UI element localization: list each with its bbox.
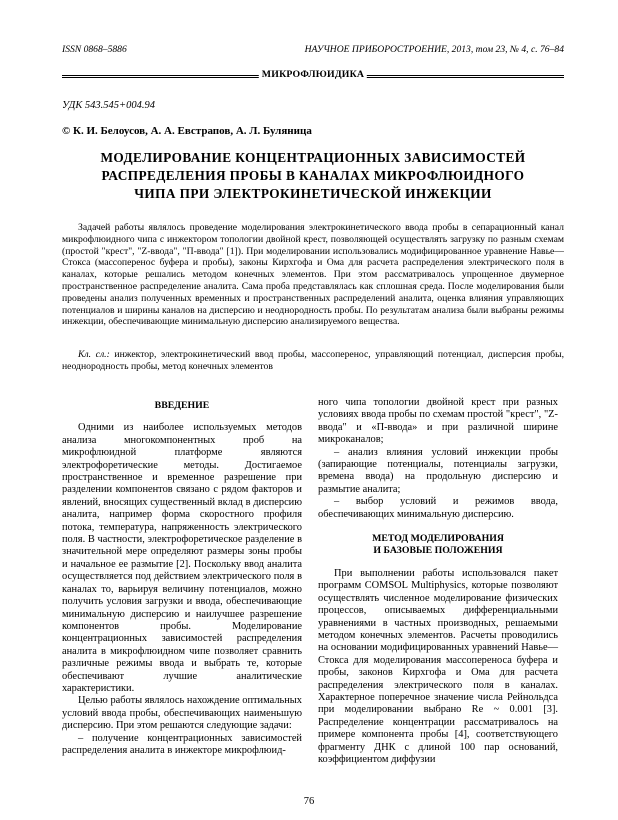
paragraph: – анализ влияния условий инжекции пробы (запирающие потенциалы, потенциалы загрузки, времена ввода) на продольную дисперсию и размытие аналита;	[318, 446, 558, 495]
keywords	[62, 349, 564, 373]
section-heading-method-line2: И БАЗОВЫЕ ПОЛОЖЕНИЯ	[373, 545, 503, 557]
udk-code: УДК 543.545+004.94	[62, 100, 156, 111]
paragraph: Целью работы являлось нахождение оптимальных условий ввода пробы, обеспечивающих наименьшую дисперсию. При этом решаются следующие задачи:	[62, 695, 302, 732]
section-bar	[62, 70, 564, 82]
journal-issn: ISSN 0868–5886	[62, 44, 127, 55]
title-line: МОДЕЛИРОВАНИЕ КОНЦЕНТРАЦИОННЫХ ЗАВИСИМОСТЕЙ	[100, 150, 526, 165]
title-line: ЧИПА ПРИ ЭЛЕКТРОКИНЕТИЧЕСКОЙ ИНЖЕКЦИИ	[134, 186, 492, 201]
keywords-text: инжектор, электрокинетический ввод пробы, массоперенос, управляющий потенциал, дисперсия пробы, неоднородность пробы, метод конечных элементов	[62, 349, 564, 372]
section-heading-introduction: ВВЕДЕНИЕ	[154, 400, 210, 411]
paragraph: ного чипа топологии двойной крест при разных условиях ввода пробы по схемам простой "крест", "Z-ввода" и «П-ввода» и при различной ширине микроканалов;	[318, 397, 558, 446]
left-column	[62, 400, 302, 757]
paragraph: Одними из наиболее используемых методов анализа многокомпонентных проб на микрофлюидной платформе являются электрофоретические методы. Достигаемое пространственное и временное разрешение при разделении компонентов связано с рядом факторов и явлений, вносящих существенный вклад в дисперсию аналита, например форма скоростного профиля потока, температура, напряженность электрического поля. В частности, электрофоретическое разделение в значительной мере определяют размеры зоны пробы и начальное ее размытие [2]. Поскольку ввод аналита осуществляется под действием электрического поля в каналах то, варьируя величину потенциалов, можно получить условия загрузки и ввода, обеспечивающие минимальную дисперсию и наилучшее разрешение компонентов пробы. Моделирование концентрационных зависимостей распределения аналита в микрофлюидном чипе позволяет сравнить различные режимы ввода и выбрать те, которые обеспечивают лучшие аналитические характеристики.	[62, 422, 302, 694]
paragraph: – выбор условий и режимов ввода, обеспечивающих минимальную дисперсию.	[318, 496, 558, 520]
article-title	[62, 149, 564, 203]
paragraph: – получение концентрационных зависимостей распределения аналита в инжекторе микрофлюид-	[62, 732, 302, 756]
journal-citation: НАУЧНОЕ ПРИБОРОСТРОЕНИЕ, 2013, том 23, № 4, с. 76–84	[304, 44, 564, 55]
section-heading-method: МЕТОД МОДЕЛИРОВАНИЯ	[372, 533, 504, 545]
paragraph: При выполнении работы использовался пакет программ COMSOL Multiphysics, которые позволяют осуществлять численное моделирование физических процессов, описываемых дифференциальными уравнениями в частных производных, решаемыми методом конечных элементов. Расчеты проводились на основании модифицированных уравнений Навье—Стокса для моделирования массопереноса буфера и пробы, законов Кирхгофа и Ома для расчета распределения электрического поля в каналах. Характерное поперечное значение числа Рейнольдса при моделировании выбрано Re ~ 0.001 [3]. Распределение концентрации рассматривалось на примере компонента пробы [4], соответствующего фрагменту ДНК с длиной 100 пар оснований, коэффициентом диффузии	[318, 567, 558, 765]
abstract: Задачей работы являлось проведение моделирования электрокинетического ввода пробы в сепарационный канал микрофлюидного чипа с инжектором топологии двойной крест, позволяющей осуществлять загрузку по разным схемам (простой "крест", "Z-ввода", "П-ввода" [1]). При моделировании использовались модифицированное уравнение Навье— Стокса (массоперенос буфера и пробы), законы Кирхгофа и Ома для расчета распределения электрического поля в каналах, которые решались методом конечных элементов. При этом рассматривалось упрощенное двумерное пространственное распределение аналита. Сама проба представлялась как сплошная среда. После моделирования были проведены анализ полученных временных и пространственных распределений аналита, оценка влияния управляющих потенциалов и ширины каналов на дисперсию и неоднородность пробы. По результатам анализа были выбраны режимы инжекции, обеспечивающие минимальную дисперсию анализируемого вещества.	[62, 222, 564, 328]
right-column	[318, 397, 558, 766]
authors: © К. И. Белоусов, А. А. Евстрапов, А. Л. Буляница	[62, 125, 312, 137]
page-number: 76	[303, 796, 315, 807]
keywords-label: Кл. сл.:	[78, 349, 110, 360]
title-line: РАСПРЕДЕЛЕНИЯ ПРОБЫ В КАНАЛАХ МИКРОФЛЮИДНОГО	[101, 168, 525, 183]
section-label: МИКРОФЛЮИДИКА	[259, 69, 367, 80]
